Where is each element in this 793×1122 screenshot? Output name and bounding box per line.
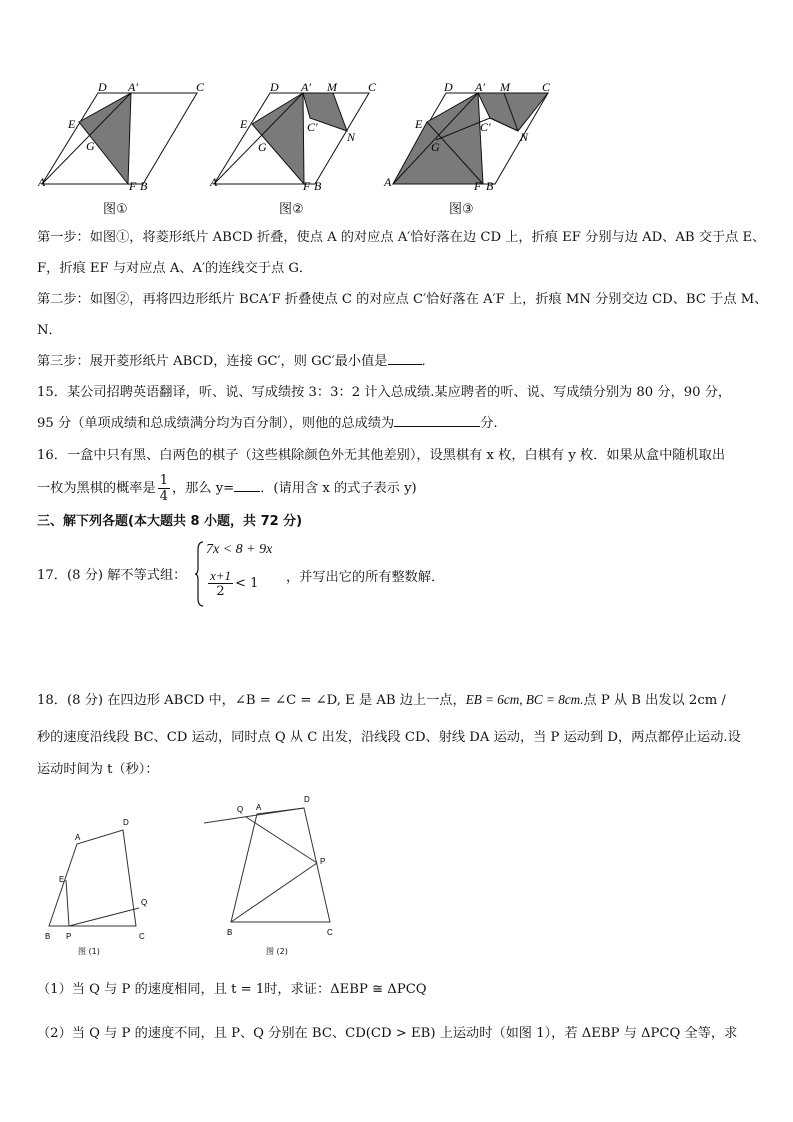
fig3-caption: 图③ <box>449 202 474 217</box>
q18-fig1-label-D: D <box>123 818 129 827</box>
q16-frac-num: 1 <box>159 473 168 488</box>
q14-step2-line2: N． <box>37 323 62 338</box>
fig3-label-A1: A′ <box>475 80 485 94</box>
q14-step1-line2: F，折痕 EF 与对应点 A、A′的连线交于点 G． <box>37 261 313 276</box>
q15-line1: 15．某公司招聘英语翻译，听、说、写成绩按 3：3：2 计入总成绩.某应聘者的听、说、写成绩分别为 80 分，90 分， <box>37 385 732 400</box>
q18-figure-2 <box>204 808 330 922</box>
q14-answer-blank[interactable] <box>388 352 422 365</box>
q15-line2-prefix: 95 分（单项成绩和总成绩满分均为百分制），则他的总成绩为 <box>37 416 395 431</box>
q14-step3-prefix: 第三步：展开菱形纸片 ABCD，连接 GC′，则 GC′最小值是 <box>37 354 388 369</box>
q16-line2-mid: ，那么 y= <box>171 481 235 496</box>
q18-fig2-label-C: C <box>327 928 333 937</box>
q17-ineq2-rel: < 1 <box>235 576 259 591</box>
q14-step3 <box>37 352 757 372</box>
q18-fig1-label-Q: Q <box>141 898 148 907</box>
q16-line2 <box>37 472 757 506</box>
q18-line3: 运动时间为 t（秒）： <box>37 762 159 777</box>
q18-fig1-label-E: E <box>59 875 65 884</box>
q18-fig1-caption: 图 (1) <box>78 947 100 956</box>
fig3-label-C: C <box>542 80 551 94</box>
q18-line1-math: EB = 6cm, BC = 8cm. <box>465 692 584 707</box>
q18-fig1-label-P: P <box>66 932 72 941</box>
fig2-label-G: G <box>258 140 267 154</box>
q16-frac-den: 4 <box>159 489 168 504</box>
fig2-label-B: B <box>314 179 322 193</box>
fig1-label-G: G <box>86 139 95 153</box>
q18-line1 <box>37 690 757 711</box>
q18-fig2-label-P: P <box>320 857 326 866</box>
fig1-label-A1: A′ <box>128 80 138 94</box>
fig3-label-N: N <box>520 130 529 144</box>
q14-step1-line1: 第一步：如图①，将菱形纸片 ABCD 折叠，使点 A 的对应点 A′恰好落在边 CD 上，折痕 EF 分别与边 AD、AB 交于点 E、 <box>37 230 766 245</box>
q18-fig1-label-C: C <box>139 932 145 941</box>
q18-fig2-label-D: D <box>304 795 310 804</box>
fig2-label-N: N <box>347 130 356 144</box>
fig3-label-C1: C′ <box>480 120 491 134</box>
q16-line2-prefix: 一枚为黑棋的概率是 <box>37 481 156 496</box>
q14-step3-suffix: ． <box>421 354 435 369</box>
q17-ineq2-den: 2 <box>216 584 225 599</box>
fig2-caption: 图② <box>279 202 304 217</box>
fig2-label-A1: A′ <box>301 80 311 94</box>
q17-prefix: 17．(8 分) 解不等式组： <box>37 568 187 583</box>
q18-fig1-label-A: A <box>75 833 81 842</box>
q17-ineq2-num: x+1 <box>210 568 232 583</box>
fig2-label-A: A <box>210 175 218 189</box>
q18-line1-prefix: 18．(8 分) 在四边形 ABCD 中，∠B = ∠C = ∠D, E 是 AB 边上一点， <box>37 693 466 708</box>
q18-line1-suffix: 点 P 从 B 出发以 2cm / <box>583 693 726 708</box>
fig3-label-F: F <box>474 179 482 193</box>
section3-title: 三、解下列各题(本大题共 8 小题，共 72 分) <box>37 514 303 529</box>
fig2-label-D: D <box>270 80 279 94</box>
fig1-label-A: A <box>38 175 46 189</box>
fig2-label-E: E <box>240 117 248 131</box>
q15-line2-suffix: 分. <box>480 416 498 431</box>
fig2-label-C: C <box>368 80 377 94</box>
fig1-label-B: B <box>140 179 148 193</box>
q16-probability-fraction <box>158 473 170 504</box>
fig1-label-F: F <box>129 179 137 193</box>
q14-step2-line1: 第二步：如图②，再将四边形纸片 BCA′F 折叠使点 C 的对应点 C′恰好落在 A′F 上，折痕 MN 分别交边 CD、BC 于点 M、 <box>37 292 768 307</box>
q16-answer-blank[interactable] <box>234 479 260 492</box>
fig3-label-D: D <box>444 80 453 94</box>
q18-fig2-label-A: A <box>256 803 262 812</box>
q17-suffix: ，并写出它的所有整数解． <box>286 570 445 585</box>
q16-line2-suffix: ．(请用含 x 的式子表示 y) <box>260 481 417 496</box>
top-figures <box>0 0 793 200</box>
fig1-label-D: D <box>98 80 107 94</box>
fig2-label-M: M <box>327 80 337 94</box>
q16-line1: 16．一盒中只有黑、白两色的棋子（这些棋除颜色外无其他差别），设黑棋有 x 枚，白棋有 y 枚．如果从盒中随机取出 <box>37 448 726 463</box>
q18-fig1-label-B: B <box>45 932 51 941</box>
fig2-label-C1: C′ <box>307 120 318 134</box>
q17-inequality-2 <box>206 568 258 599</box>
fig1-caption: 图① <box>103 202 128 217</box>
figure-1-rhombus <box>42 93 197 184</box>
q15-answer-blank[interactable] <box>394 414 480 427</box>
fig3-label-A: A <box>384 175 392 189</box>
fig1-label-C: C <box>196 80 205 94</box>
q18-fig2-label-Q: Q <box>237 805 244 814</box>
fig1-label-E: E <box>68 117 76 131</box>
fig3-label-M: M <box>500 80 510 94</box>
figure-2-rhombus <box>214 93 369 184</box>
fig3-label-G: G <box>431 140 440 154</box>
q17-brace <box>195 540 205 608</box>
q17-ineq2-fraction <box>208 568 233 599</box>
q18-figures <box>0 790 400 970</box>
q17-inequality-1: 7x < 8 + 9x <box>206 542 273 557</box>
q15-line2 <box>37 414 757 434</box>
q18-part2: （2）当 Q 与 P 的速度不同，且 P、Q 分别在 BC、CD(CD > EB) 上运动时（如图 1），若 ΔEBP 与 ΔPCQ 全等，求 <box>37 1026 738 1041</box>
q18-fig2-label-B: B <box>227 928 233 937</box>
fig3-label-E: E <box>415 117 423 131</box>
q18-line2: 秒的速度沿线段 BC、CD 运动，同时点 Q 从 C 出发，沿线段 CD、射线 DA 运动，当 P 运动到 D，两点都停止运动.设 <box>37 730 741 745</box>
fig3-label-B: B <box>486 179 494 193</box>
fig2-label-F: F <box>303 179 311 193</box>
q18-part1: （1）当 Q 与 P 的速度相同，且 t = 1时，求证：ΔEBP ≅ ΔPCQ <box>37 982 427 997</box>
q18-fig2-caption: 图 (2) <box>266 947 288 956</box>
